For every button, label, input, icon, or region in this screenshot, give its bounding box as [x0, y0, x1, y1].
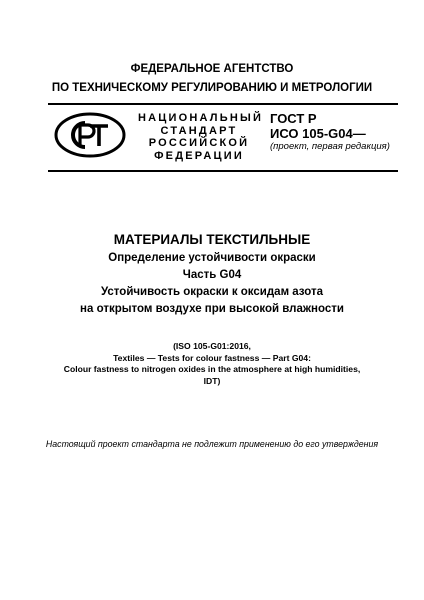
title-line-4: Устойчивость окраски к оксидам азота	[100, 286, 324, 298]
standard-designation	[270, 111, 410, 153]
national-standard-line-3: РОССИЙСКОЙ	[148, 137, 250, 149]
title-line-5: на открытом воздухе при высокой влажности	[80, 303, 344, 315]
designation-line-1: ГОСТ Р	[270, 111, 317, 126]
national-standard-label	[138, 112, 264, 162]
gost-r-emblem-icon	[54, 112, 126, 158]
national-standard-line-2: СТАНДАРТ	[160, 124, 238, 137]
top-rule	[48, 103, 398, 105]
draft-note: Настоящий проект стандарта не подлежит применению до его утверждения	[45, 439, 379, 449]
international-standard-reference	[0, 341, 424, 387]
intl-line-3: Colour fastness to nitrogen oxides in the atmosphere at high humidities,	[63, 364, 361, 375]
national-standard-line-4: ФЕДЕРАЦИИ	[154, 149, 244, 162]
intl-line-1: (ISO 105-G01:2016,	[173, 341, 251, 351]
title-part: Часть G04	[182, 269, 242, 281]
agency-name	[0, 60, 424, 98]
title-line-2: Определение устойчивости окраски	[108, 252, 316, 264]
national-standard-line-1: НАЦИОНАЛЬНЫЙ	[138, 112, 264, 124]
document-title	[0, 230, 424, 318]
agency-line-2: ПО ТЕХНИЧЕСКОМУ РЕГУЛИРОВАНИЮ И МЕТРОЛОГИИ	[51, 82, 373, 94]
title-main: МАТЕРИАЛЫ ТЕКСТИЛЬНЫЕ	[113, 232, 311, 247]
agency-line-1: ФЕДЕРАЛЬНОЕ АГЕНТСТВО	[130, 63, 294, 75]
bottom-rule	[48, 170, 398, 172]
edition-note: (проект, первая редакция)	[270, 141, 390, 152]
designation-line-2: ИСО 105-G04—	[270, 126, 366, 141]
intl-line-2: Textiles — Tests for colour fastness — Part G04:	[113, 352, 311, 363]
intl-line-4: IDT)	[203, 375, 221, 386]
